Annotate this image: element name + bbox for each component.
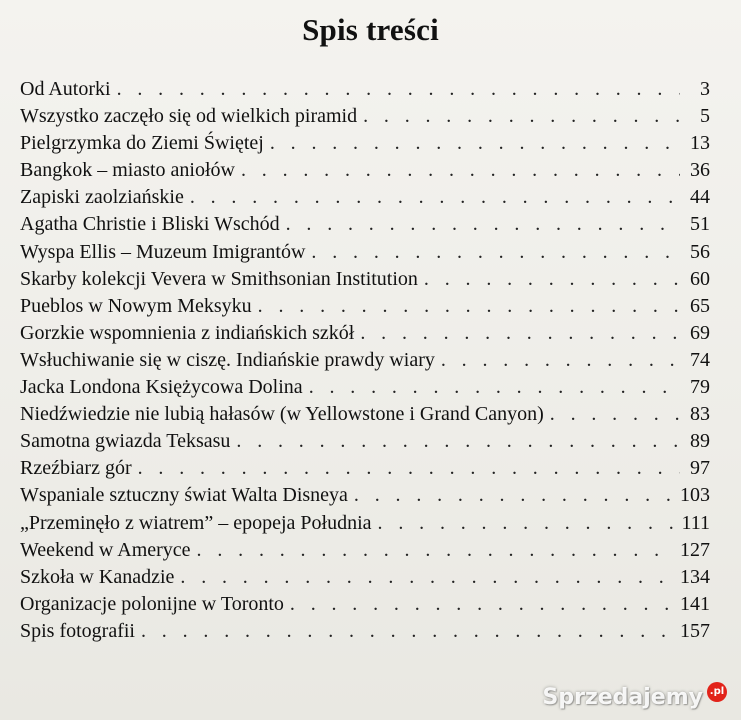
toc-entry (20, 266, 710, 293)
toc-entry-title: „Przeminęło z wiatrem” – epopeja Południa (20, 511, 372, 534)
toc-entry (20, 537, 710, 564)
toc-entry-title: Zapiski zaolziańskie (20, 186, 184, 209)
toc-entry-title: Wyspa Ellis – Muzeum Imigrantów (20, 240, 306, 263)
toc-leader-dots (180, 564, 676, 591)
toc-entry-page: 103 (680, 484, 710, 507)
toc-entry-page: 79 (690, 376, 710, 399)
toc-leader-dots (424, 266, 680, 293)
toc-entry (20, 510, 710, 537)
toc-leader-dots (286, 211, 680, 238)
toc-entry (20, 293, 710, 320)
toc-entry-page: 134 (680, 565, 710, 588)
toc-entry (20, 103, 710, 130)
toc-entry-title: Pueblos w Nowym Meksyku (20, 294, 252, 317)
toc-leader-dots (190, 184, 680, 211)
toc-entry-page: 127 (680, 538, 710, 561)
toc-entry-page: 89 (690, 430, 710, 453)
toc-entry-title: Skarby kolekcji Vevera w Smithsonian Institution (20, 267, 418, 290)
toc-entry-title: Wspaniale sztuczny świat Walta Disneya (20, 484, 348, 507)
toc-entry-title: Wszystko zaczęło się od wielkich piramid (20, 105, 358, 128)
toc-entry (20, 76, 710, 103)
toc-entry-title: Szkoła w Kanadzie (20, 565, 175, 588)
toc-entry-title: Organizacje polonijne w Toronto (20, 592, 284, 615)
toc-entry-title: Bangkok – miasto aniołów (20, 159, 235, 182)
toc-leader-dots (270, 130, 680, 157)
toc-entry (20, 482, 710, 509)
toc-leader-dots (354, 482, 676, 509)
toc-entry-page: 157 (680, 619, 710, 642)
toc-leader-dots (550, 401, 680, 428)
toc-entry-title: Samotna gwiazda Teksasu (20, 430, 231, 453)
toc-entry-page: 97 (690, 457, 710, 480)
toc-entry (20, 184, 710, 211)
toc-leader-dots (378, 510, 678, 537)
toc-leader-dots (236, 428, 680, 455)
toc-entry-page: 13 (690, 132, 710, 155)
toc-leader-dots (117, 76, 680, 103)
toc-leader-dots (138, 455, 680, 482)
toc-entry-page: 3 (700, 78, 710, 100)
toc-entry-title: Weekend w Ameryce (20, 538, 191, 561)
toc-entry (20, 239, 710, 266)
toc-leader-dots (311, 239, 680, 266)
toc-entry (20, 347, 710, 374)
toc-entry-page: 65 (690, 294, 710, 317)
toc-entry-page: 111 (681, 511, 710, 534)
toc-entry (20, 211, 710, 238)
toc-entry-page: 56 (690, 240, 710, 263)
toc-entry-page: 141 (680, 592, 710, 615)
toc-leader-dots (197, 537, 676, 564)
toc-entry-title: Agatha Christie i Bliski Wschód (20, 213, 280, 236)
toc-leader-dots (363, 103, 680, 130)
toc-entry (20, 401, 710, 428)
toc-entry (20, 618, 710, 645)
toc-entry (20, 564, 710, 591)
toc-entry-title: Niedźwiedzie nie lubią hałasów (w Yellowstone i Grand Canyon) (20, 403, 544, 426)
toc-entry-page: 83 (690, 403, 710, 426)
page-title: Spis treści (302, 12, 439, 47)
toc-entry (20, 591, 710, 618)
toc-entry (20, 320, 710, 347)
toc-leader-dots (141, 618, 676, 645)
toc-entry (20, 428, 710, 455)
watermark-brand: Sprzedajemy (542, 685, 703, 710)
toc-entry-title: Wsłuchiwanie się w ciszę. Indiańskie prawdy wiary (20, 348, 435, 371)
toc-leader-dots (258, 293, 680, 320)
toc-entry-title: Rzeźbiarz gór (20, 457, 132, 480)
toc-entry (20, 130, 710, 157)
toc-leader-dots (241, 157, 680, 184)
toc-leader-dots (441, 347, 680, 374)
toc-entry-page: 51 (690, 213, 710, 236)
toc-entry-page: 5 (700, 105, 710, 128)
toc-entry (20, 374, 710, 401)
toc-leader-dots (360, 320, 680, 347)
watermark-logo (543, 685, 728, 710)
toc-entry-title: Spis fotografii (20, 619, 135, 642)
toc-entry-title: Pielgrzymka do Ziemi Świętej (20, 132, 264, 155)
toc-entry-page: 69 (690, 321, 710, 344)
toc-entry-title: Od Autorki (20, 78, 111, 100)
table-of-contents (20, 76, 710, 645)
toc-entry (20, 455, 710, 482)
toc-entry-title: Gorzkie wspomnienia z indiańskich szkół (20, 321, 355, 344)
toc-leader-dots (309, 374, 680, 401)
watermark-tld: .pl (707, 682, 727, 702)
toc-entry-page: 60 (690, 267, 710, 290)
toc-entry-page: 36 (690, 159, 710, 182)
toc-entry (20, 157, 710, 184)
toc-entry-page: 74 (690, 348, 710, 371)
toc-leader-dots (290, 591, 676, 618)
toc-entry-page: 44 (690, 186, 710, 209)
toc-entry-title: Jacka Londona Księżycowa Dolina (20, 376, 303, 399)
